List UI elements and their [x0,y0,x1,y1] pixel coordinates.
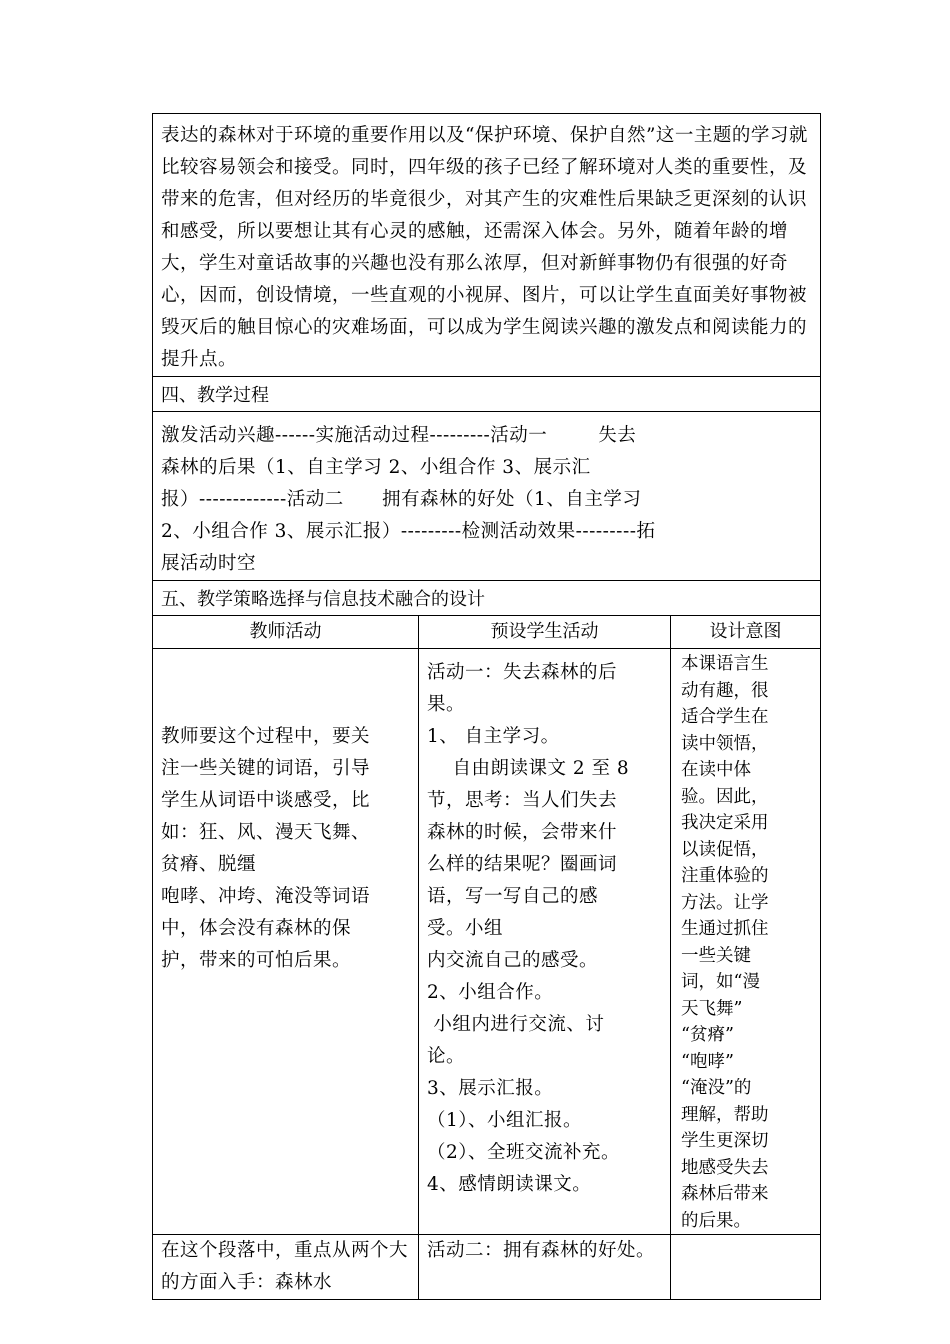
student-activity-cell [419,1235,671,1300]
process-cell [153,412,821,581]
text-line: 节，思考：当人们失去 [427,790,618,811]
text-line: “贫瘠” [681,1025,734,1045]
text-line: 学生从词语中谈感受，比 [161,790,371,811]
col-header-teacher: 教师活动 [153,616,419,649]
intro-row [153,114,821,377]
text-line: 的感触，还需深入体会。另外，随着年龄的增大，学生对童话故事 [161,221,789,274]
text-line: 语，写一写自己的感 [427,886,599,907]
section4-header-row [153,377,821,412]
text-line: 的后果。 [681,1210,751,1231]
text-line: 护，带来的可怕后果。 [161,950,352,971]
text-line: 注重体验的 [681,866,769,886]
text-line: 森林的后果（1、自主学习 2、小组合作 3、展示汇 [161,457,591,478]
text-line: 方法。让学 [681,892,769,913]
text-line: 4、感情朗读课文。 [427,1174,592,1195]
text-line: 3、展示汇报。 [427,1078,554,1099]
text-line: 产生的灾难性后果缺乏更深刻的认识和感受，所以要想让其有心灵 [161,189,808,242]
text-line: 在这个段落中，重点从两 [161,1240,371,1261]
design-intent-cell [671,649,821,1235]
text-line: 创设情境，一些直观的小视屏、图片，可以让学生直面美好事物被 [256,285,808,306]
intro-cell [153,114,821,377]
text-line: 贫瘠、脱缰 [161,854,257,875]
text-line: 活动二：拥有森林的好 [427,1240,618,1261]
process-row [153,412,821,581]
text-line: 教师要这个过程中，要关 [161,726,371,747]
text-line: 词，如“漫 [681,972,760,992]
section4-title: 四、教学过程 [153,377,821,412]
teacher-activity-text [161,721,410,977]
text-line: 天飞舞” [681,998,743,1019]
col-header-student: 预设学生活动 [419,616,671,649]
text-line: 处。 [617,1240,656,1261]
student-activity-text [427,657,662,1201]
text-line: 2、小组合作 3、展示汇报）---------检测活动效果---------拓 [161,521,656,542]
text-line: 2、小组合作。 [427,982,554,1003]
text-line: 主题的学习就比较容易领会和接受。同时，四年级的孩子已经了解 [161,125,808,178]
text-line: 报）-------------活动二 拥有森林的好处（1、自主学习 [161,489,642,510]
text-line: （1）、小组汇报。 [427,1110,583,1131]
lesson-plan-table [152,113,821,1300]
text-line: 咆哮、冲垮、淹没等词语 [161,886,371,907]
text-line: 内交流自己的感受。 [427,950,599,971]
text-line: 森林的时候，会带来什 [427,822,618,843]
text-line: 激发活动兴趣------实施活动过程---------活动一 失去 [161,425,637,446]
section5-header-row [153,581,821,616]
text-line: 小组内进行交流、讨 [427,1014,605,1035]
table-row [153,1235,821,1300]
text-line: 阅读能力的提升点。 [161,317,808,370]
student-activity-text [427,1235,662,1267]
text-line: 动有趣，很 [681,680,769,701]
section5-title: 五、教学策略选择与信息技术融合的设计 [153,581,821,616]
text-line: 本课语言生 [681,654,769,674]
text-line: 果。 [427,694,466,715]
text-line: 毁灭后的触目惊心的灾难场面，可以成为学生阅读兴趣的激发点和 [161,317,713,338]
text-line: 受。小组 [427,918,504,939]
text-line: （2）、全班交流补充。 [427,1142,621,1163]
text-line: 展活动时空 [161,553,257,574]
text-line: 表达的森林对于环境的重要作用以及“保护环境、保护自然”这一 [161,125,694,146]
text-line: 自由朗读课文 2 至 8 [427,758,630,779]
text-line: 活动一：失去森林的后 [427,662,618,683]
teacher-activity-text [161,1235,410,1299]
table-row [153,649,821,1235]
text-line: 读中领悟， [681,733,769,754]
design-intent-cell [671,1235,821,1300]
text-line: 中，体会没有森林的保 [161,918,352,939]
text-line: 生通过抓住 [681,919,769,939]
text-line: 注一些关键的词语，引导 [161,758,371,779]
text-line: 以读促悟， [681,839,769,860]
text-line: 验。因此， [681,786,769,807]
text-line: 个大的方面入手：森林水 [161,1240,409,1293]
teacher-activity-cell [153,649,419,1235]
text-line: 在读中体 [681,760,751,780]
text-line: 环境对人类的重要性，及带来的危害，但对经历的毕竟很少，对其 [161,157,808,210]
text-line: 学生更深切 [681,1131,769,1151]
text-line: 如：狂、风、漫天飞舞、 [161,822,371,843]
text-line: 么样的结果呢？圈画词 [427,854,618,875]
lesson-plan-document [152,113,820,1300]
text-line: “淹没”的 [681,1078,752,1098]
process-flow [161,420,812,580]
text-line: 森林后带来 [681,1184,769,1204]
text-line: 1、 自主学习。 [427,726,560,747]
student-activity-cell [419,649,671,1235]
text-line: 的兴趣也没有那么浓厚，但对新鲜事物仍有很强的好奇心，因而， [161,253,789,306]
text-line: 一些关键 [681,945,751,966]
text-line: 适合学生在 [681,707,769,727]
text-line: 地感受失去 [681,1157,769,1178]
design-intent-text [681,651,814,1234]
teacher-activity-cell [153,1235,419,1300]
text-line: 论。 [427,1046,466,1067]
text-line: 我决定采用 [681,813,769,833]
text-line: “咆哮” [681,1051,734,1072]
intro-paragraph [161,120,812,376]
column-header-row [153,616,821,649]
text-line: 理解，帮助 [681,1104,769,1125]
col-header-intent: 设计意图 [671,616,821,649]
